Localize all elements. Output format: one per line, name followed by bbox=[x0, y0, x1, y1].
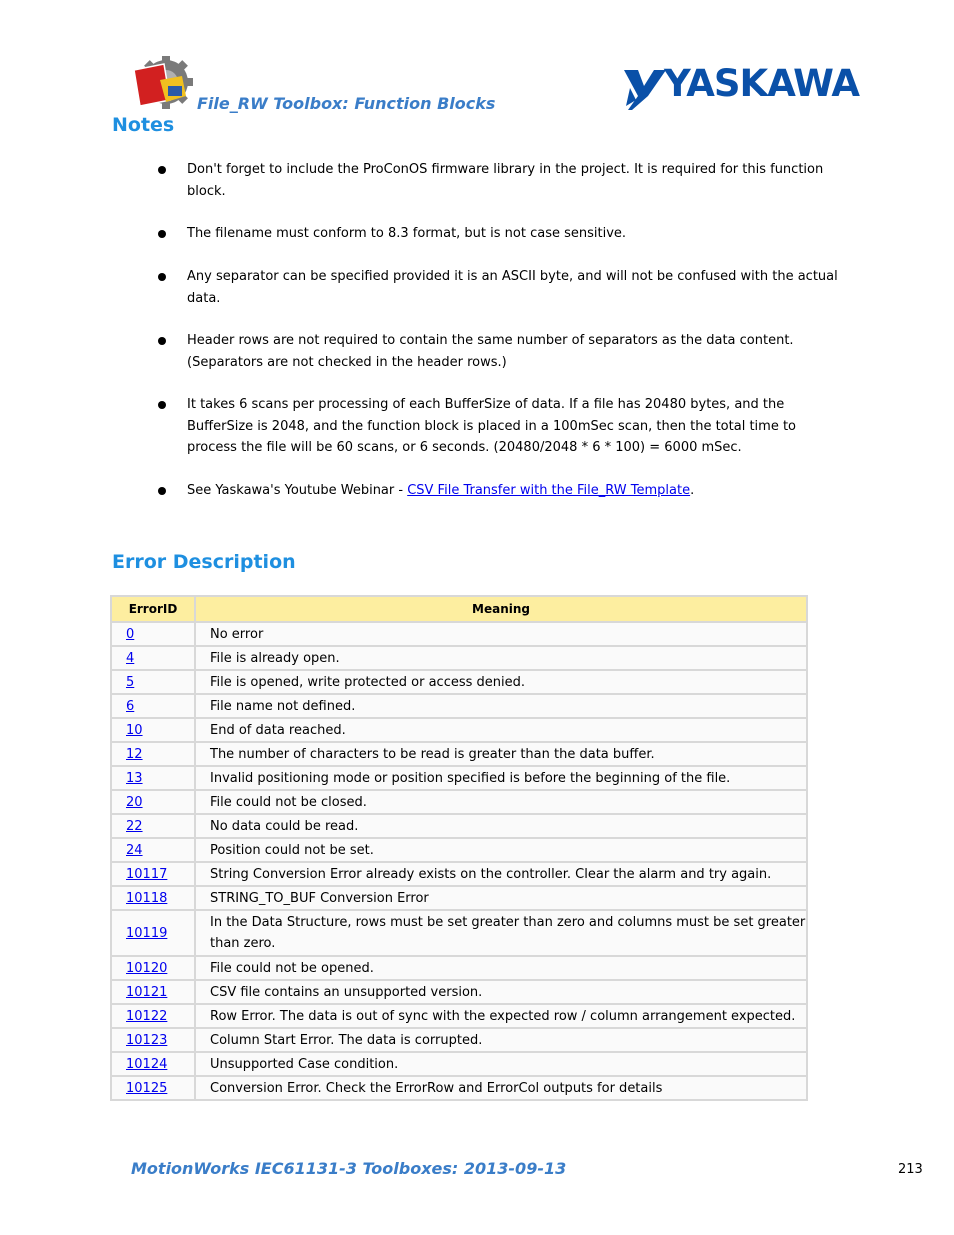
error-id-link[interactable]: 10120 bbox=[126, 960, 168, 976]
error-meaning-cell: End of data reached. bbox=[195, 718, 807, 742]
error-meaning-cell: Row Error. The data is out of sync with the expected row / column arrangement expected. bbox=[195, 1004, 807, 1028]
table-row bbox=[111, 622, 807, 646]
bullet-icon bbox=[158, 230, 166, 238]
error-meaning-cell: No data could be read. bbox=[195, 814, 807, 838]
note-item: Any separator can be specified provided it is an ASCII byte, and will not be confused with the actual data. bbox=[187, 269, 838, 306]
error-id-link[interactable]: 5 bbox=[126, 674, 135, 690]
error-meaning-cell: CSV file contains an unsupported version. bbox=[195, 980, 807, 1004]
error-id-link[interactable]: 10125 bbox=[126, 1080, 168, 1096]
table-row bbox=[111, 646, 807, 670]
error-id-cell bbox=[111, 718, 195, 742]
toolbox-logo-icon bbox=[130, 56, 198, 112]
table-row bbox=[111, 814, 807, 838]
error-id-link[interactable]: 10124 bbox=[126, 1056, 168, 1072]
table-row bbox=[111, 1028, 807, 1052]
table-row bbox=[111, 694, 807, 718]
error-id-link[interactable]: 10123 bbox=[126, 1032, 168, 1048]
note-item-webinar bbox=[187, 480, 847, 502]
error-id-link[interactable]: 10 bbox=[126, 722, 143, 738]
error-table bbox=[110, 595, 808, 1101]
document-header-title: File_RW Toolbox: Function Blocks bbox=[197, 94, 496, 113]
table-row bbox=[111, 766, 807, 790]
table-row bbox=[111, 1052, 807, 1076]
error-id-link[interactable]: 24 bbox=[126, 842, 143, 858]
error-meaning-cell: The number of characters to be read is greater than the data buffer. bbox=[195, 742, 807, 766]
error-meaning-cell: In the Data Structure, rows must be set greater than zero and columns must be set greater than zero. bbox=[195, 910, 807, 956]
error-id-link[interactable]: 6 bbox=[126, 698, 135, 714]
error-id-cell bbox=[111, 646, 195, 670]
webinar-suffix: . bbox=[690, 483, 695, 498]
table-row bbox=[111, 790, 807, 814]
webinar-link[interactable]: CSV File Transfer with the File_RW Template bbox=[407, 483, 691, 498]
error-meaning-cell: File is opened, write protected or access denied. bbox=[195, 670, 807, 694]
error-id-link[interactable]: 20 bbox=[126, 794, 143, 810]
error-id-link[interactable]: 4 bbox=[126, 650, 135, 666]
error-id-cell bbox=[111, 766, 195, 790]
error-id-cell bbox=[111, 1028, 195, 1052]
error-meaning-cell: File is already open. bbox=[195, 646, 807, 670]
error-meaning-cell: Invalid positioning mode or position specified is before the beginning of the file. bbox=[195, 766, 807, 790]
error-id-cell bbox=[111, 814, 195, 838]
error-id-cell bbox=[111, 694, 195, 718]
error-meaning-cell: File could not be opened. bbox=[195, 956, 807, 980]
error-id-link[interactable]: 10118 bbox=[126, 890, 168, 906]
error-id-cell bbox=[111, 790, 195, 814]
table-row bbox=[111, 838, 807, 862]
note-item: Header rows are not required to contain the same number of separators as the data content. (Separators are not checked in the header rows.) bbox=[187, 333, 794, 370]
error-id-link[interactable]: 10119 bbox=[126, 925, 168, 941]
error-id-cell bbox=[111, 742, 195, 766]
error-meaning-cell: Unsupported Case condition. bbox=[195, 1052, 807, 1076]
bullet-icon bbox=[158, 487, 166, 495]
column-header-errorid: ErrorID bbox=[111, 596, 195, 622]
error-id-link[interactable]: 0 bbox=[126, 626, 135, 642]
error-id-link[interactable]: 10117 bbox=[126, 866, 168, 882]
bullet-icon bbox=[158, 337, 166, 345]
bullet-icon bbox=[158, 273, 166, 281]
table-row bbox=[111, 956, 807, 980]
table-row bbox=[111, 718, 807, 742]
error-id-link[interactable]: 10122 bbox=[126, 1008, 168, 1024]
error-id-cell bbox=[111, 862, 195, 886]
bullet-icon bbox=[158, 166, 166, 174]
table-row bbox=[111, 1004, 807, 1028]
page-number: 213 bbox=[898, 1162, 923, 1177]
error-id-link[interactable]: 22 bbox=[126, 818, 143, 834]
error-id-cell bbox=[111, 670, 195, 694]
error-id-cell bbox=[111, 622, 195, 646]
error-id-cell bbox=[111, 980, 195, 1004]
table-row bbox=[111, 742, 807, 766]
error-id-link[interactable]: 10121 bbox=[126, 984, 168, 1000]
error-id-cell bbox=[111, 910, 195, 956]
footer-title: MotionWorks IEC61131-3 Toolboxes: 2013-09-13 bbox=[131, 1159, 567, 1178]
error-id-cell bbox=[111, 956, 195, 980]
error-description-heading: Error Description bbox=[112, 551, 296, 573]
table-row bbox=[111, 910, 807, 956]
yaskawa-brand-text: YASKAWA bbox=[664, 62, 859, 105]
note-item: The filename must conform to 8.3 format, but is not case sensitive. bbox=[187, 226, 627, 241]
error-id-link[interactable]: 13 bbox=[126, 770, 143, 786]
column-header-meaning: Meaning bbox=[195, 596, 807, 622]
error-id-link[interactable]: 12 bbox=[126, 746, 143, 762]
notes-heading: Notes bbox=[112, 114, 175, 136]
table-row bbox=[111, 1076, 807, 1100]
table-row bbox=[111, 886, 807, 910]
error-id-cell bbox=[111, 1076, 195, 1100]
table-row bbox=[111, 980, 807, 1004]
error-id-cell bbox=[111, 1004, 195, 1028]
error-meaning-cell: Conversion Error. Check the ErrorRow and ErrorCol outputs for details bbox=[195, 1076, 807, 1100]
error-meaning-cell: STRING_TO_BUF Conversion Error bbox=[195, 886, 807, 910]
error-id-cell bbox=[111, 886, 195, 910]
error-id-cell bbox=[111, 838, 195, 862]
bullet-icon bbox=[158, 401, 166, 409]
error-id-cell bbox=[111, 1052, 195, 1076]
error-meaning-cell: String Conversion Error already exists on the controller. Clear the alarm and try again. bbox=[195, 862, 807, 886]
table-row bbox=[111, 862, 807, 886]
webinar-prefix: See Yaskawa's Youtube Webinar - bbox=[187, 483, 408, 498]
table-header-row bbox=[111, 596, 807, 622]
error-meaning-cell: Position could not be set. bbox=[195, 838, 807, 862]
error-meaning-cell: Column Start Error. The data is corrupted. bbox=[195, 1028, 807, 1052]
error-meaning-cell: File name not defined. bbox=[195, 694, 807, 718]
note-item: It takes 6 scans per processing of each BufferSize of data. If a file has 20480 bytes, and the BufferSize is 2048, and the function block is placed in a 100mSec scan, then the total time to process the file will be 60 scans, or 6 seconds. (20480/2048 * 6 * 100) = 6000 mSec. bbox=[187, 397, 797, 455]
error-meaning-cell: File could not be closed. bbox=[195, 790, 807, 814]
error-meaning-cell: No error bbox=[195, 622, 807, 646]
table-row bbox=[111, 670, 807, 694]
note-item: Don't forget to include the ProConOS firmware library in the project. It is required for this function block. bbox=[187, 162, 824, 199]
